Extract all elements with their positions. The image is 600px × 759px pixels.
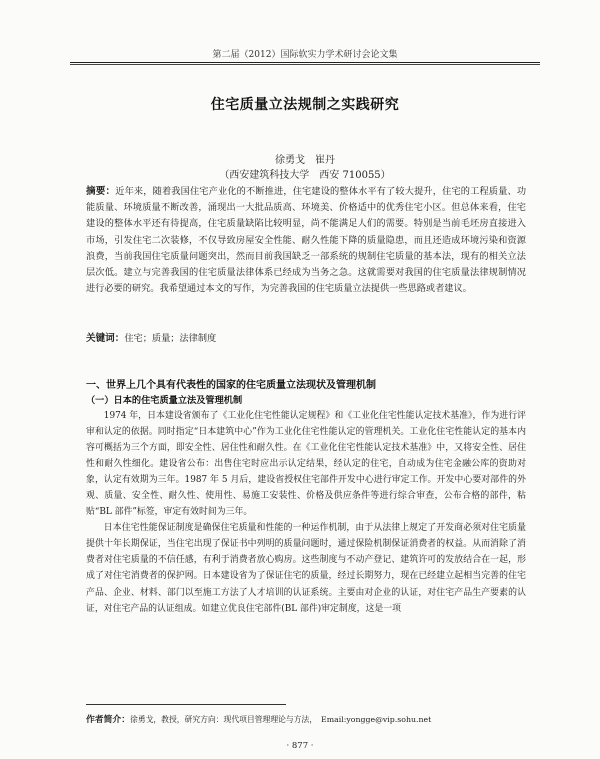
section-heading: 一、世界上几个具有代表性的国家的住宅质量立法现状及管理机制 — [86, 380, 376, 391]
abstract-label: 摘要： — [86, 186, 116, 197]
abstract-text: 近年来，随着我国住宅产业化的不断推进，住宅建设的整体水平有了较大提升，住宅的工程质量、功能质量、环境质量不断改善，涌现出一大批品质高、环境美、价格适中的优秀住宅小区。但总体来看，住宅建设的整体水平还有待提高，住宅质量缺陷比较明显，尚不能满足人们的需要。特别是当前毛坯房直接进入市场，引发住宅二次装修，不仅导致房屋安全性能、耐久性能下降的质量隐患，而且还造成环境污染和资源浪费，当前我国住宅质量问题突出，然而目前我国缺乏一部系统的规制住宅质量的基本法，现有的相关立法层次低。建立与完善我国的住宅质量法律体系已经成为当务之急。这就需要对我国的住宅质量法律规制情况进行必要的研究。我希望通过本文的写作，为完善我国的住宅质量立法提供一些思路或者建议。 — [86, 186, 527, 295]
keywords-label: 关键词： — [86, 333, 125, 344]
body-paragraph: 1974 年，日本建设省颁布了《工业化住宅性能认定规程》和《工业化住宅性能认定技术基准》，作为进行评审和认定的依据。同时指定“日本建筑中心”作为工业化住宅性能认定的管理机关。工业化住宅性能认定的基本内容可概括为三个方面，即安全性、居住性和耐久性。在《工业化住宅性能认定技术基准》中，又将安全性、居住性和耐久性细化。建设省公布：出售住宅时应出示认定结果，经认定的住宅，自动成为住宅金融公库的资助对象，认定有效期为三年。1987 年 5 月后，建设省授权住宅部件开发中心进行审定工作。开发中心要对部件的外观、质量、安全性、耐久性、使用性、易施工安装性、价格及供应条件等进行综合审查，公布合格的部件，粘贴“BL 部件”标签，审定有效时间为三年。 — [86, 411, 526, 518]
paper-title: 住宅质量立法规制之实践研究 — [210, 97, 400, 113]
running-header: 第二届（2012）国际软实力学术研讨会论文集 — [212, 50, 398, 60]
header-rule-thin — [70, 64, 540, 65]
body-text — [86, 408, 526, 617]
page-number: · 877 · — [286, 741, 314, 751]
footnote-text: 徐勇戈，教授，研究方向：现代项目管理理论与方法， Email:yongge@vip.sohu.net — [130, 715, 432, 724]
author-affiliation: （西安建筑科技大学 西安 710055） — [219, 170, 391, 181]
author-names: 徐勇戈 崔丹 — [275, 155, 335, 166]
body-paragraph: 日本住宅性能保证制度是确保住宅质量和性能的一种运作机制，由于从法律上规定了开发商必须对住宅质量提供十年长期保证，当住宅出现了保证书中列明的质量问题时，通过保险机制保证消费者的权益。从而消除了消费者对住宅质量的不信任感，有利于消费者放心购房。这些制度与不动产登记、建筑许可的发放结合在一起，形成了对住宅消费者的保护网。日本建设省为了保证住宅的质量，经过长期努力，现在已经建立起相当完善的住宅产品、企业、材料、部门以至施工方法了人才培训的认证系统。主要由对企业的认证，对住宅产品生产要素的认证，对住宅产品的认证组成。如建立优良住宅部件(BL 部件)审定制度，这是一项 — [86, 523, 526, 614]
header-rule — [70, 62, 540, 63]
keywords — [86, 332, 526, 346]
footnote-label: 作者简介： — [86, 715, 130, 725]
keywords-text: 住宅；质量；法律制度 — [124, 333, 217, 344]
abstract — [86, 184, 526, 297]
subsection-heading: （一）日本的住宅质量立法及管理机制 — [86, 395, 243, 406]
author-footnote — [86, 712, 526, 725]
footnote-rule — [86, 704, 286, 705]
